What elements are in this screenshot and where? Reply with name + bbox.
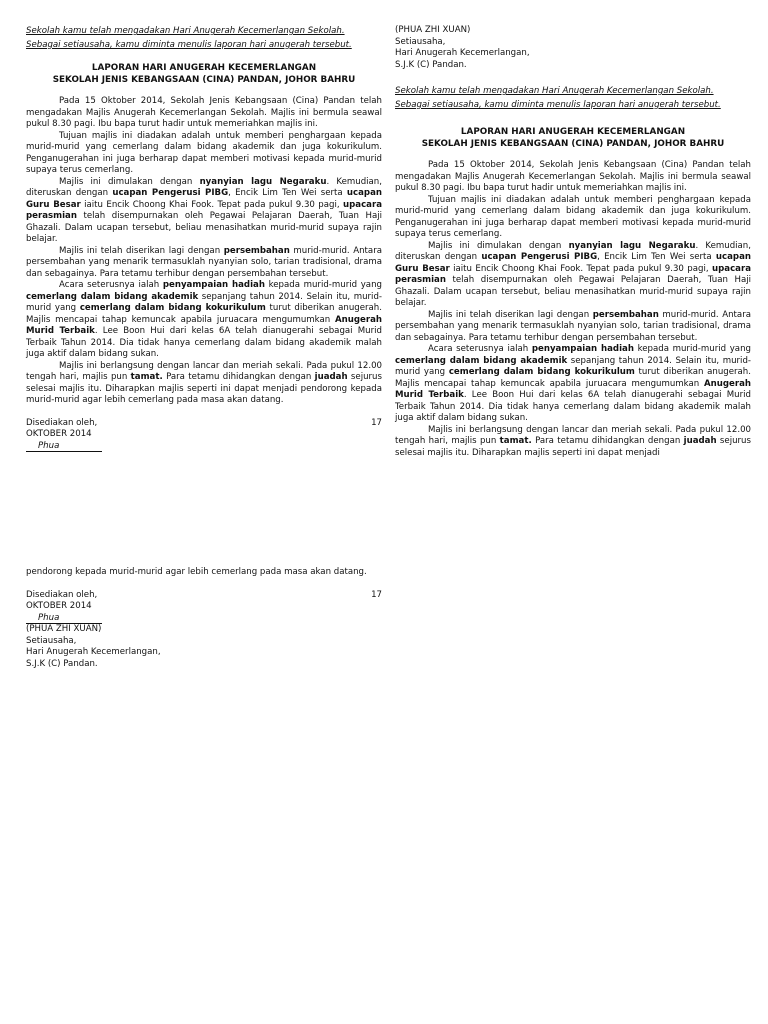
- left-column: [26, 25, 382, 452]
- signer-name-top: (PHUA ZHI XUAN): [395, 25, 471, 35]
- signer-event-top: Hari Anugerah Kecemerlangan,: [395, 48, 530, 58]
- signer-school: S.J.K (C) Pandan.: [26, 658, 98, 669]
- sign-off-block-2: [26, 590, 382, 671]
- report-title-line2-2: SEKOLAH JENIS KEBANGSAAN (CINA) PANDAN, JOHOR BAHRU: [421, 139, 725, 149]
- right-column: [395, 25, 751, 459]
- paragraph-4-2: Majlis ini telah diserikan lagi dengan persembahan murid-murid. Antara persembahan yang menarik termasuklah nyanyian solo, tarian tradisional, drama dan sebagainya. Para tetamu terhibur dengan persembahan tersebut.: [395, 309, 751, 343]
- date-month-year-2: OKTOBER 2014: [26, 601, 92, 611]
- report-title-line2: SEKOLAH JENIS KEBANGSAAN (CINA) PANDAN, JOHOR BAHRU: [52, 75, 356, 85]
- paragraph-5: Acara seterusnya ialah penyampaian hadiah kepada murid-murid yang cemerlang dalam bidang akademik sepanjang tahun 2014. Selain itu, murid-murid yang cemerlang dalam bidang kokurikulum turut diberikan anugerah. Majlis mencapai tahap kemuncak apabila juruacara mengumumkan Anugerah Murid Terbaik. Lee Boon Hui dari kelas 6A telah dianugerahi sebagai Murid Terbaik Tahun 2014. Dia tidak hanya cemerlang dalam bidang akademik malah juga aktif dalam bidang sukan.: [26, 280, 382, 359]
- date-month-year: OKTOBER 2014: [26, 429, 92, 439]
- continuation-text: pendorong kepada murid-murid agar lebih cemerlang pada masa akan datang.: [26, 567, 367, 577]
- signer-position: Setiausaha,: [26, 635, 77, 646]
- paragraph-2: Tujuan majlis ini diadakan adalah untuk memberi penghargaan kepada murid-murid yang cemerlang dalam bidang akademik dan juga kokurikulum. Penganugerahan ini juga berharap dapat memberi motivasi kepada murid-murid supaya terus cemerlang.: [26, 130, 382, 175]
- sign-off-block: [26, 418, 382, 453]
- paragraph-1-2: Pada 15 Oktober 2014, Sekolah Jenis Kebangsaan (Cina) Pandan telah mengadakan Majlis Anugerah Kecemerlangan Sekolah. Majlis ini bermula seawal pukul 8.30 pagi. Ibu bapa turut hadir untuk memeriahkan majlis ini.: [395, 160, 751, 193]
- report-title-line1-2: LAPORAN HARI ANUGERAH KECEMERLANGAN: [460, 127, 686, 137]
- paragraph-4: Majlis ini telah diserikan lagi dengan persembahan murid-murid. Antara persembahan yang menarik termasuklah nyanyian solo, tarian tradisional, drama dan sebagainya. Para tetamu terhibur dengan persembahan tersebut.: [26, 245, 382, 279]
- paragraph-1: Pada 15 Oktober 2014, Sekolah Jenis Kebangsaan (Cina) Pandan telah mengadakan Majlis Anugerah Kecemerlangan Sekolah. Majlis ini bermula seawal pukul 8.30 pagi. Ibu bapa turut hadir untuk memeriahkan majlis ini.: [26, 96, 382, 129]
- prepared-by-label-2: Disediakan oleh,: [26, 589, 98, 600]
- signer-name: (PHUA ZHI XUAN): [26, 624, 102, 634]
- left-continuation: [26, 567, 382, 670]
- signer-event: Hari Anugerah Kecemerlangan,: [26, 647, 161, 657]
- paragraph-3: Majlis ini dimulakan dengan nyanyian lagu Negaraku. Kemudian, diteruskan dengan ucapan Pengerusi PIBG, Encik Lim Ten Wei serta ucapan Guru Besar iaitu Encik Choong Khai Fook. Tepat pada pukul 9.30 pagi, upacara perasmian telah disempurnakan oleh Pegawai Pelajaran Daerah, Tuan Haji Ghazali. Dalam ucapan tersebut, beliau menasihatkan murid-murid supaya rajin belajar.: [26, 176, 382, 244]
- paragraph-2-2: Tujuan majlis ini diadakan adalah untuk memberi penghargaan kepada murid-murid yang cemerlang dalam bidang akademik dan juga kokurikulum. Penganugerahan ini juga berharap dapat memberi motivasi kepada murid-murid supaya terus cemerlang.: [395, 194, 751, 239]
- signer-position-top: Setiausaha,: [395, 36, 446, 47]
- paragraph-3-2: Majlis ini dimulakan dengan nyanyian lagu Negaraku. Kemudian, diteruskan dengan ucapan Pengerusi PIBG, Encik Lim Ten Wei serta ucapan Guru Besar iaitu Encik Choong Khai Fook. Tepat pada pukul 9.30 pagi, upacara perasmian telah disempurnakan oleh Pegawai Pelajaran Daerah, Tuan Haji Ghazali. Dalam ucapan tersebut, beliau menasihatkan murid-murid supaya rajin belajar.: [395, 240, 751, 308]
- report-title-line1: LAPORAN HARI ANUGERAH KECEMERLANGAN: [91, 63, 317, 73]
- signer-school-top: S.J.K (C) Pandan.: [395, 59, 467, 70]
- signature-2: Phua: [26, 613, 102, 624]
- signature: Phua: [26, 441, 102, 452]
- paragraph-5-2: Acara seterusnya ialah penyampaian hadiah kepada murid-murid yang cemerlang dalam bidang akademik sepanjang tahun 2014. Selain itu, murid-murid yang cemerlang dalam bidang kokurikulum turut diberikan anugerah. Majlis mencapai tahap kemuncak apabila juruacara mengumumkan Anugerah Murid Terbaik. Lee Boon Hui dari kelas 6A telah dianugerahi sebagai Murid Terbaik Tahun 2014. Dia tidak hanya cemerlang dalam bidang akademik malah juga aktif dalam bidang sukan.: [395, 344, 751, 423]
- prepared-by-label: Disediakan oleh,: [26, 417, 98, 428]
- essay-prompt-2: Sekolah kamu telah mengadakan Hari Anugerah Kecemerlangan Sekolah. Sebagai setiausaha, kamu diminta menulis laporan hari anugerah tersebut.: [395, 86, 721, 110]
- date-day: 17: [371, 417, 382, 428]
- essay-prompt: Sekolah kamu telah mengadakan Hari Anugerah Kecemerlangan Sekolah. Sebagai setiausaha, kamu diminta menulis laporan hari anugerah tersebut.: [26, 26, 352, 50]
- paragraph-6: Majlis ini berlangsung dengan lancar dan meriah sekali. Pada pukul 12.00 tengah hari, majlis pun tamat. Para tetamu dihidangkan dengan juadah sejurus selesai majlis itu. Diharapkan majlis seperti ini dapat menjadi pendorong kepada murid-murid agar lebih cemerlang pada masa akan datang.: [26, 360, 382, 405]
- date-day-2: 17: [371, 589, 382, 600]
- paragraph-6-2: Majlis ini berlangsung dengan lancar dan meriah sekali. Pada pukul 12.00 tengah hari, majlis pun tamat. Para tetamu dihidangkan dengan juadah sejurus selesai majlis itu. Diharapkan majlis seperti ini dapat menjadi: [395, 424, 751, 458]
